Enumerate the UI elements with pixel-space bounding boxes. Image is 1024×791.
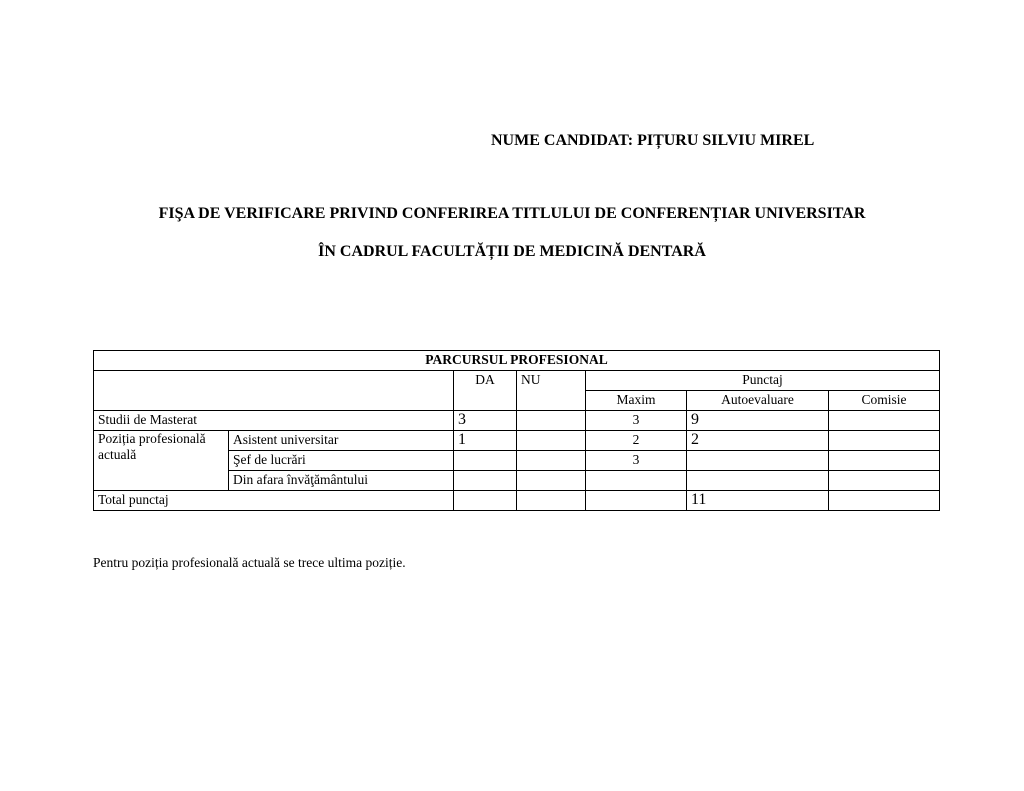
cell-nu — [517, 491, 586, 511]
row-label: Studii de Masterat — [94, 411, 454, 431]
header-maxim: Maxim — [586, 391, 687, 411]
cell-nu — [517, 451, 586, 471]
document-title-line-2: ÎN CADRUL FACULTĂȚII DE MEDICINĂ DENTARĂ — [318, 243, 706, 260]
cell-autoevaluare: 9 — [687, 411, 829, 431]
candidate-name: NUME CANDIDAT: PIȚURU SILVIU MIREL — [491, 132, 815, 149]
cell-nu — [517, 471, 586, 491]
cell-maxim: 3 — [586, 411, 687, 431]
row-label: Total punctaj — [94, 491, 454, 511]
cell-da — [454, 491, 517, 511]
cell-autoevaluare: 11 — [687, 491, 829, 511]
row-label: Din afara învăţământului — [229, 471, 454, 491]
cell-autoevaluare — [687, 451, 829, 471]
header-comisie: Comisie — [829, 391, 940, 411]
table-title-row — [94, 351, 940, 371]
table-row-asistent — [94, 431, 940, 451]
pozitie-label: Poziția profesională actuală — [94, 431, 229, 491]
cell-nu — [517, 411, 586, 431]
document-title-line-1: FIŞA DE VERIFICARE PRIVIND CONFERIREA TITLULUI DE CONFERENȚIAR UNIVERSITAR — [158, 205, 866, 222]
cell-maxim — [586, 471, 687, 491]
cell-autoevaluare: 2 — [687, 431, 829, 451]
evaluation-table — [93, 350, 940, 511]
cell-comisie — [829, 471, 940, 491]
header-autoevaluare: Autoevaluare — [687, 391, 829, 411]
table-row-masterat — [94, 411, 940, 431]
cell-da — [454, 451, 517, 471]
cell-da: 3 — [454, 411, 517, 431]
header-punctaj: Punctaj — [586, 371, 940, 391]
cell-nu — [517, 431, 586, 451]
row-label: Şef de lucrări — [229, 451, 454, 471]
header-nu: NU — [517, 371, 586, 411]
cell-da — [454, 471, 517, 491]
table-row-total — [94, 491, 940, 511]
header-da: DA — [454, 371, 517, 411]
row-label: Asistent universitar — [229, 431, 454, 451]
cell-comisie — [829, 411, 940, 431]
cell-maxim: 3 — [586, 451, 687, 471]
cell-comisie — [829, 431, 940, 451]
table-header-row-1 — [94, 371, 940, 391]
cell-comisie — [829, 451, 940, 471]
header-empty-cell — [94, 371, 454, 411]
table-title: PARCURSUL PROFESIONAL — [94, 351, 940, 371]
cell-maxim: 2 — [586, 431, 687, 451]
cell-maxim — [586, 491, 687, 511]
cell-autoevaluare — [687, 471, 829, 491]
cell-da: 1 — [454, 431, 517, 451]
footer-note: Pentru poziția profesională actuală se trece ultima poziție. — [93, 555, 406, 570]
cell-comisie — [829, 491, 940, 511]
